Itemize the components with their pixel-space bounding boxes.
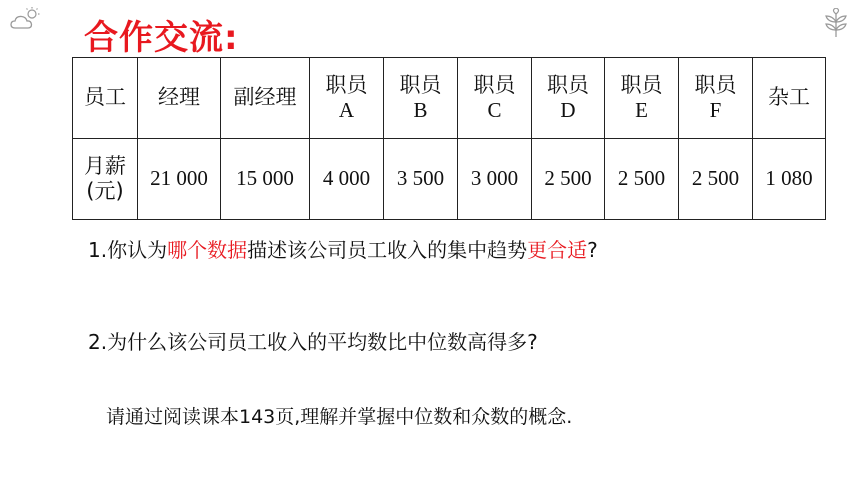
header-cell: 副经理 [221, 58, 310, 139]
table-row [73, 139, 826, 220]
value-cell: 1 080 [753, 139, 826, 220]
question-1: 1.你认为哪个数据描述该公司员工收入的集中趋势更合适? [88, 238, 598, 262]
header-cell: 职员 B [384, 58, 458, 139]
reading-note: 请通过阅读课本143页,理解并掌握中位数和众数的概念. [106, 406, 573, 428]
header-cell: 员工 [73, 58, 138, 139]
value-cell: 2 500 [679, 139, 753, 220]
table-header-row [73, 58, 826, 139]
value-cell: 3 500 [384, 139, 458, 220]
leaf-icon [824, 8, 848, 38]
header-cell: 职员 F [679, 58, 753, 139]
header-cell: 经理 [138, 58, 221, 139]
salary-table [72, 57, 826, 220]
question-2: 2.为什么该公司员工收入的平均数比中位数高得多? [88, 330, 538, 354]
cloud-sun-icon [10, 6, 42, 32]
header-cell: 职员 C [458, 58, 532, 139]
section-heading: 合作交流: [84, 18, 239, 58]
header-cell: 杂工 [753, 58, 826, 139]
value-cell: 2 500 [605, 139, 679, 220]
row-label-cell: 月薪 (元) [73, 139, 138, 220]
header-cell: 职员 D [532, 58, 605, 139]
header-cell: 职员 A [310, 58, 384, 139]
value-cell: 4 000 [310, 139, 384, 220]
value-cell: 21 000 [138, 139, 221, 220]
value-cell: 3 000 [458, 139, 532, 220]
value-cell: 15 000 [221, 139, 310, 220]
header-cell: 职员 E [605, 58, 679, 139]
value-cell: 2 500 [532, 139, 605, 220]
